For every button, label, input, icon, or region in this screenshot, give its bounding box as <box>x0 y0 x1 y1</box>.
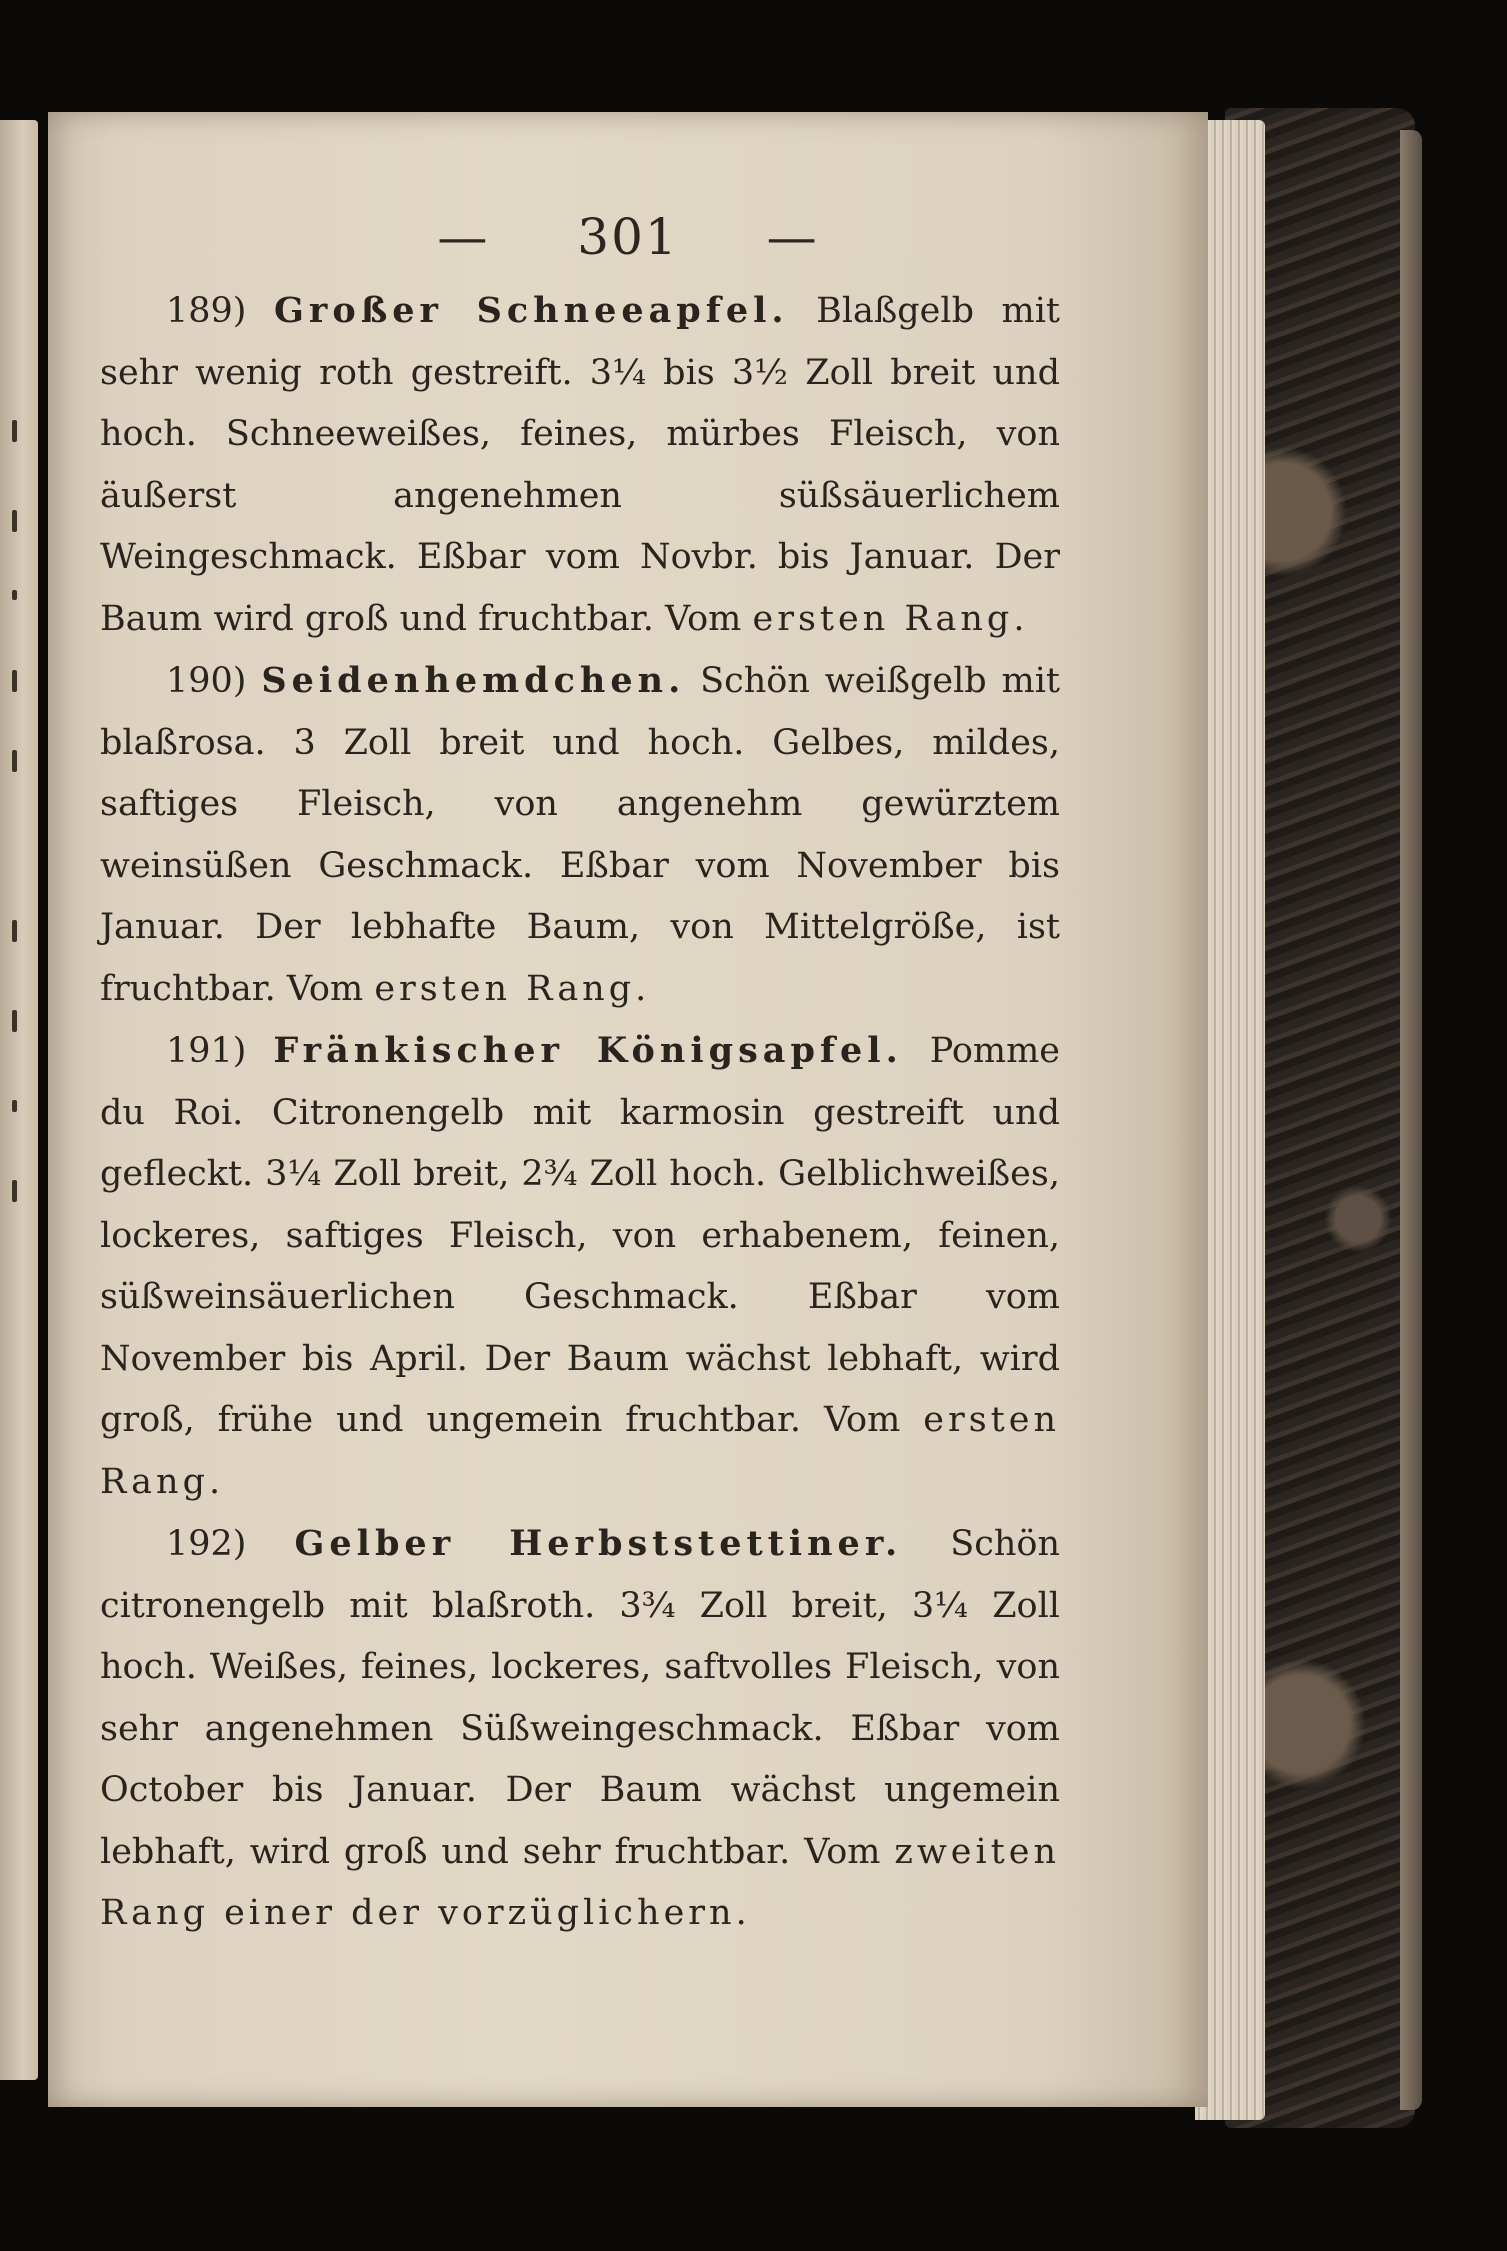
page-header <box>48 208 1208 266</box>
entry-190 <box>100 650 1060 1020</box>
entry-192 <box>100 1513 1060 1945</box>
entry-number: 192) <box>166 1524 247 1564</box>
entry-description: Schön citronengelb mit blaßroth. 3¾ Zoll breit, 3¼ Zoll hoch. Weißes, feines, lockeres, saftvolles Fleisch, von sehr angenehmen Süßweingeschmack. Eßbar vom October bis Januar. Der Baum wächst ungemein lebhaft, wird groß und sehr fruchtbar. Vom <box>100 1524 1060 1872</box>
entry-189 <box>100 280 1060 650</box>
entry-rank: ersten Rang. <box>100 1400 1060 1502</box>
entry-description: Schön weißgelb mit blaßrosa. 3 Zoll breit und hoch. Gelbes, mildes, saftiges Fleisch, von angenehm gewürztem weinsüßen Geschmack. Eßbar vom November bis Januar. Der lebhafte Baum, von Mittelgröße, ist fruchtbar. Vom <box>100 661 1060 1009</box>
entry-name: Gelber Herbststettiner. <box>294 1523 903 1564</box>
book-page <box>48 112 1208 2107</box>
entry-number: 190) <box>166 661 247 701</box>
facing-page-ink-marks <box>2 420 32 1220</box>
entry-name: Fränkischer Königsapfel. <box>273 1030 903 1071</box>
header-dash-left: — <box>437 208 490 266</box>
entry-191 <box>100 1020 1060 1513</box>
entry-name: Großer Schneeapfel. <box>274 290 789 331</box>
entry-description: Blaßgelb mit sehr wenig roth gestreift. 3¼ bis 3½ Zoll breit und hoch. Schneeweißes, feines, mürbes Fleisch, von äußerst angenehmen süßsäuerlichem Weingeschmack. Eßbar vom Novbr. bis Januar. Der Baum wird groß und fruchtbar. Vom <box>100 291 1060 639</box>
page-number: 301 <box>577 208 679 266</box>
entry-rank: zweiten Rang einer der vorzüglichern. <box>100 1831 1060 1933</box>
facing-page-edge <box>0 120 38 2080</box>
entry-number: 191) <box>166 1031 247 1071</box>
entry-description: Pomme du Roi. Citronengelb mit karmosin gestreift und gefleckt. 3¼ Zoll breit, 2¾ Zoll hoch. Gelblichweißes, lockeres, saftiges Fleisch, von erhabenem, feinen, süßweinsäuerlichen Geschmack. Eßbar vom November bis April. Der Baum wächst lebhaft, wird groß, frühe und ungemein fruchtbar. Vom <box>100 1031 1060 1440</box>
page-body <box>100 280 1060 1945</box>
entry-rank: ersten Rang. <box>374 968 651 1009</box>
entry-rank: ersten Rang. <box>752 598 1029 639</box>
header-dash-right: — <box>766 208 819 266</box>
entry-number: 189) <box>166 291 247 331</box>
book-cover-edge <box>1400 130 1422 2110</box>
entry-name: Seidenhemdchen. <box>261 660 686 701</box>
